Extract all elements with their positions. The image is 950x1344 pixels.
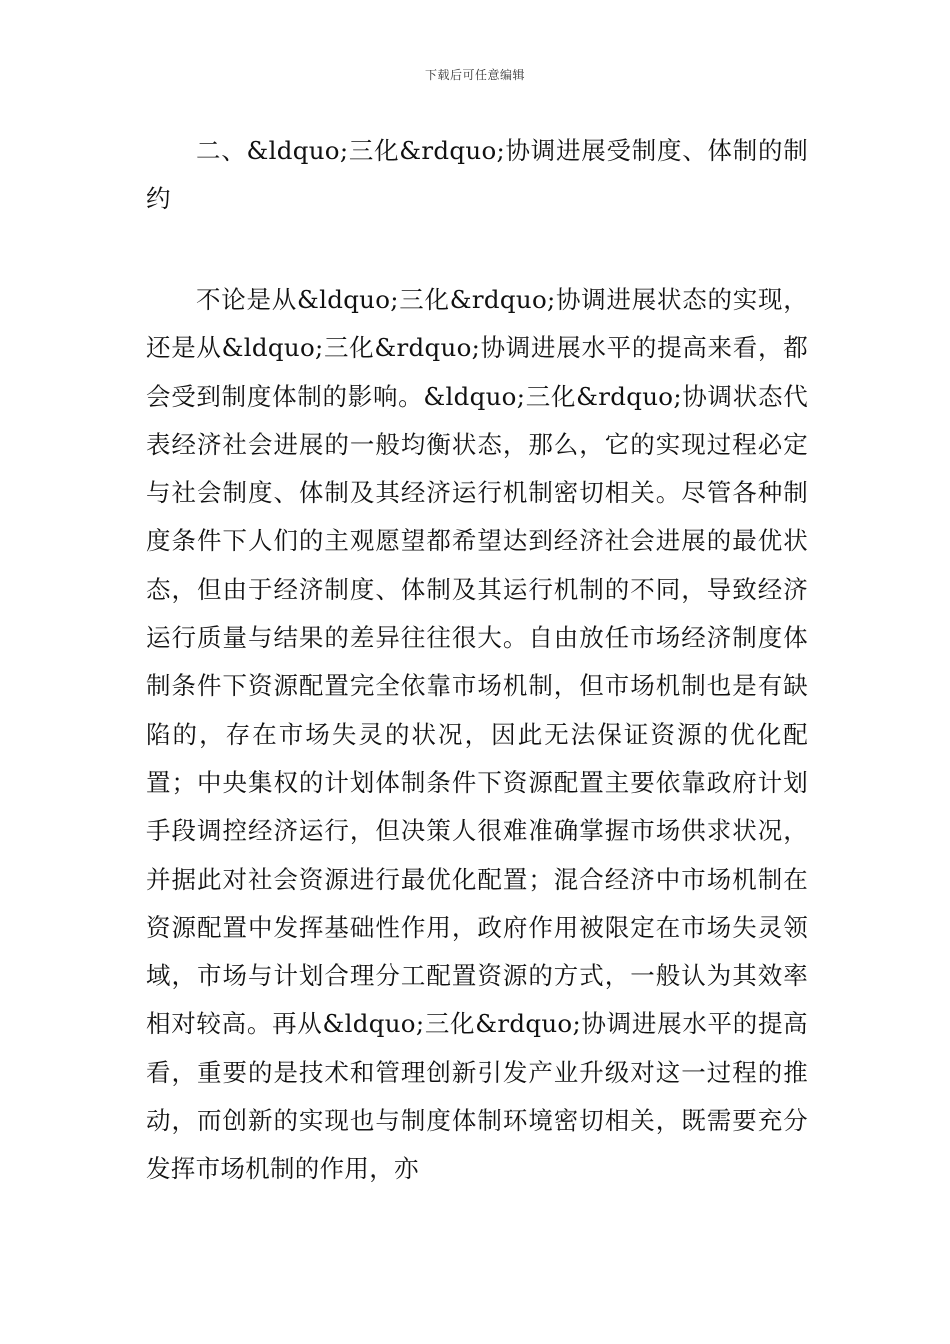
section-heading: 二、&ldquo;三化&rdquo;协调进展受制度、体制的制约 <box>146 136 808 214</box>
body-paragraph: 不论是从&ldquo;三化&rdquo;协调进展状态的实现，还是从&ldquo;三化&rdquo;协调进展水平的提高来看，都会受到制度体制的影响。&ldquo;三化&rdquo;协调状态代表经济社会进展的一般均衡状态，那么，它的实现过程必定与社会制度、体制及其经济运行机制密切相关。尽管各种制度条件下人们的主观愿望都希望达到经济社会进展的最优状态，但由于经济制度、体制及其运行机制的不同，导致经济运行质量与结果的差异往往很大。自由放任市场经济制度体制条件下资源配置完全依靠市场机制，但市场机制也是有缺陷的，存在市场失灵的状况，因此无法保证资源的优化配置；中央集权的计划体制条件下资源配置主要依靠政府计划手段调控经济运行，但决策人很难准确掌握市场供求状况，并据此对社会资源进行最优化配置；混合经济中市场机制在资源配置中发挥基础性作用，政府作用被限定在市场失灵领域，市场与计划合理分工配置资源的方式，一般认为其效率相对较高。再从&ldquo;三化&rdquo;协调进展水平的提高看，重要的是技术和管理创新引发产业升级对这一过程的推动，而创新的实现也与制度体制环境密切相关，既需要充分发挥市场机制的作用，亦 <box>146 285 808 1184</box>
page-header: 下载后可任意编辑 <box>424 68 525 82</box>
